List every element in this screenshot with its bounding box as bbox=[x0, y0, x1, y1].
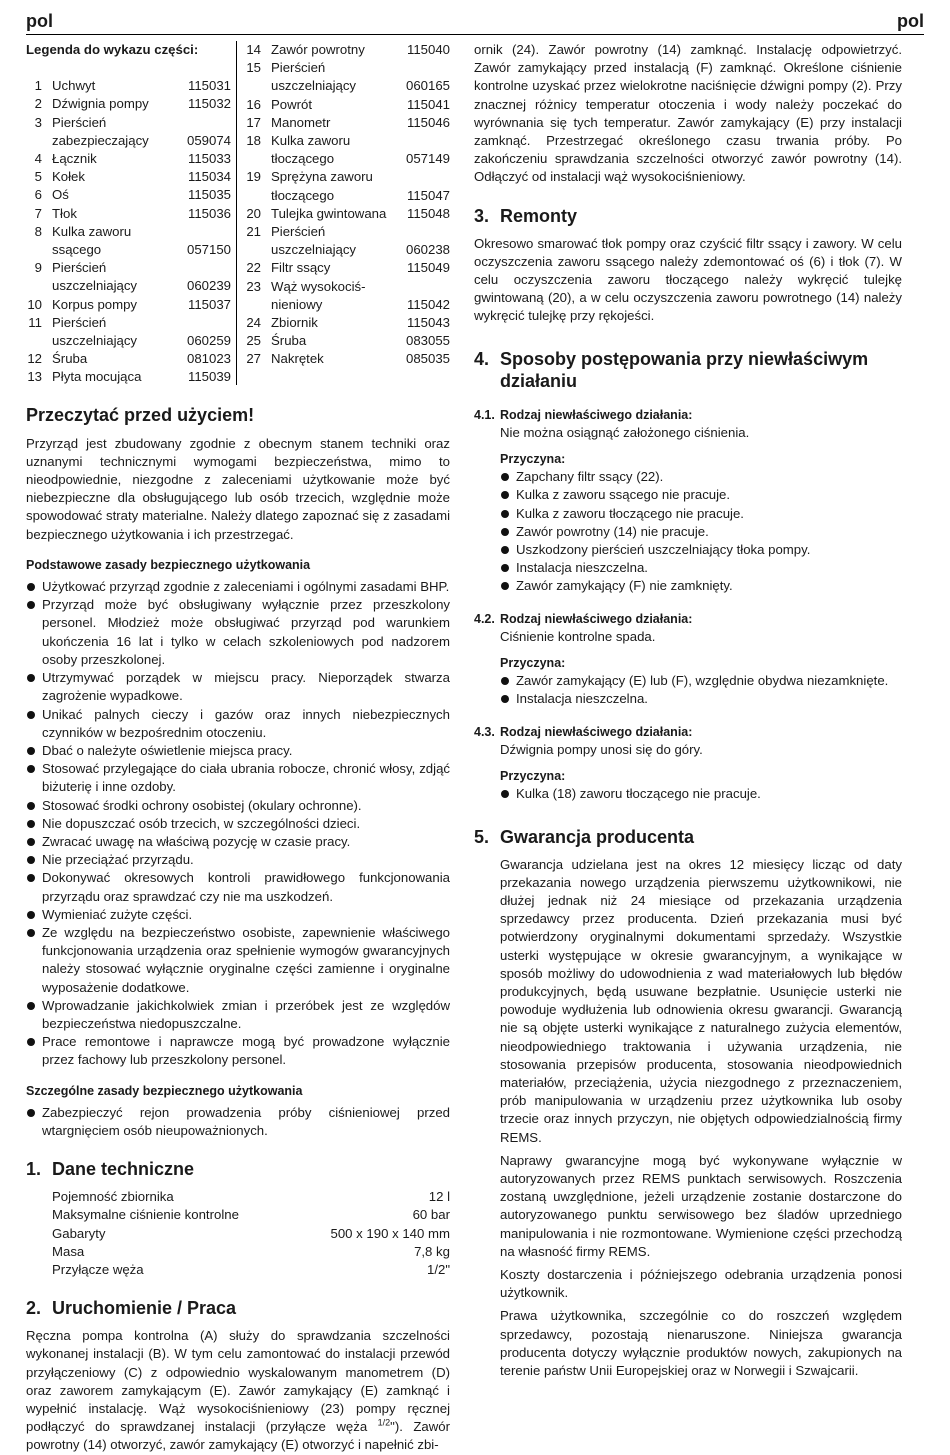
trouble-label: Rodzaj niewłaściwego działania: bbox=[500, 724, 693, 739]
left-column bbox=[26, 41, 450, 1455]
part-code: 115046 bbox=[406, 114, 450, 130]
header-lang-right: pol bbox=[897, 10, 924, 31]
basic-rule-item: Nie dopuszczać osób trzecich, w szczególności dzieci. bbox=[26, 815, 450, 833]
part-row bbox=[245, 278, 450, 314]
part-row bbox=[245, 59, 450, 95]
part-number: 14 bbox=[246, 42, 261, 57]
trouble-item bbox=[474, 610, 902, 709]
part-row bbox=[26, 296, 231, 314]
cause-item: Zawór zamykający (E) lub (F), względnie obydwa niezamknięte. bbox=[500, 672, 902, 690]
read-first-title: Przeczytać przed użyciem! bbox=[26, 404, 255, 425]
warranty-paragraph: Koszty dostarczenia i późniejszego odebrania urządzenia ponosi użytkownik. bbox=[500, 1266, 902, 1301]
part-number: 20 bbox=[246, 205, 261, 221]
legend-title: Legenda do wykazu części: bbox=[26, 42, 199, 57]
part-name: Dźwignia pompy bbox=[52, 96, 149, 112]
part-number: 4 bbox=[34, 151, 42, 167]
section-1-heading: 1. Dane techniczne bbox=[26, 1159, 195, 1180]
part-code: 083055 bbox=[405, 333, 450, 349]
part-number: 16 bbox=[246, 96, 261, 112]
part-number: 2 bbox=[34, 96, 42, 112]
trouble-item bbox=[474, 723, 902, 804]
section-2-heading: 2. Uruchomienie / Praca bbox=[26, 1298, 237, 1319]
trouble-heading bbox=[474, 610, 902, 628]
trouble-problem: Nie można osiągnąć założonego ciśnienia. bbox=[500, 424, 750, 440]
part-code: 115041 bbox=[406, 96, 450, 112]
part-name: Pierścień zabezpieczający bbox=[52, 114, 149, 148]
part-code: 115039 bbox=[187, 369, 231, 385]
read-first-intro: Przyrząd jest zbudowany zgodnie z obecnym stanem techniki oraz uznanymi technicznymi wymogami bezpieczeństwa, mimo to nieodpowiednie, niezgodne z zaleceniami użytkowanie może być niebezpieczne dla obsługującego lub osób trzecich, względnie może spowodować straty materialne. Należy dlatego zapoznać się z zasadami bezpiecznego użytkowania i ich przestrzegać. bbox=[26, 435, 450, 542]
cause-item: Kulka (18) zaworu tłoczącego nie pracuje. bbox=[500, 785, 902, 803]
part-row bbox=[245, 332, 450, 350]
part-number: 7 bbox=[34, 205, 42, 221]
trouble-heading bbox=[474, 723, 902, 741]
part-row bbox=[245, 350, 450, 368]
part-code: 060238 bbox=[405, 242, 450, 258]
basic-rule-item: Stosować przylegające do ciała ubrania robocze, chronić włosy, zdjąć biżuterię i inne ozdoby. bbox=[26, 760, 450, 796]
cause-item: Uszkodzony pierścień uszczelniający tłoka pompy. bbox=[500, 541, 902, 559]
basic-rule-item: Dbać o należyte oświetlenie miejsca pracy. bbox=[26, 742, 450, 760]
tech-row bbox=[52, 1206, 450, 1224]
part-code: 115033 bbox=[187, 151, 231, 167]
part-code: 057149 bbox=[405, 151, 450, 167]
part-code: 115032 bbox=[187, 96, 231, 112]
tech-row bbox=[52, 1225, 450, 1243]
part-row bbox=[26, 350, 231, 368]
part-row bbox=[245, 259, 450, 277]
tech-value: 7,8 kg bbox=[414, 1243, 450, 1259]
part-row bbox=[245, 114, 450, 132]
part-code: 115036 bbox=[187, 205, 231, 221]
cause-item: Instalacja nieszczelna. bbox=[500, 690, 902, 708]
basic-rule-item: Unikać palnych cieczy i gazów oraz innych niebezpiecznych czynników w bezpośrednim otoczeniu. bbox=[26, 706, 450, 742]
part-name: Tłok bbox=[52, 205, 77, 221]
part-row bbox=[245, 132, 450, 168]
trouble-number: 4.1. bbox=[474, 407, 495, 422]
cause-list bbox=[500, 785, 902, 803]
section-2-text-part-b: ornik (24). Zawór powrotny (14) zamknąć. Instalację odpowietrzyć. Zawór zamykający przed instalacją (F) zamknąć. Określone ciśnienie kontrolne uzyskać przez wielokrotne naciśnięcie dźwigni pompy (2). Przy znacznej różnicy temperatur otoczenia i wody należy poczekać do wyrównania się tych temperatur. Zawór zamykający (E) przy instalacji zamknąć. Przestrzegać określonego czasu trwania próby. Po zakończeniu sprawdzania szczelności otworzyć zawór powrotny (14). Odłączyć od instalacji wąż wysokociśnieniowy. bbox=[474, 42, 902, 185]
part-number: 9 bbox=[34, 260, 42, 276]
part-code: 115047 bbox=[406, 187, 450, 203]
part-name: Filtr ssący bbox=[271, 260, 331, 276]
part-number: 18 bbox=[246, 133, 261, 149]
cause-item: Zawór powrotny (14) nie pracuje. bbox=[500, 523, 902, 541]
section-3-text: Okresowo smarować tłok pompy oraz czyścić filtr ssący i zawory. W celu oczyszczenia zaworu ssącego należy zdemontować oś (6) i tłok (7). W celu oczyszczenia zaworu tłoczącego należy wykręcić tulejkę gwintowaną (20), a w celu oczyszczenia zaworu powrotnego (14) należy wykręcić tulejkę przy rękojeści. bbox=[474, 235, 902, 324]
tech-value: 1/2" bbox=[426, 1261, 450, 1277]
special-rules-list bbox=[26, 1104, 450, 1140]
part-name: Łącznik bbox=[52, 151, 97, 167]
part-row bbox=[245, 41, 450, 59]
part-name: Manometr bbox=[271, 114, 331, 130]
part-number: 8 bbox=[34, 223, 42, 239]
basic-rule-item: Zwracać uwagę na właściwą pozycję w czasie pracy. bbox=[26, 833, 450, 851]
part-name: Powrót bbox=[271, 96, 313, 112]
trouble-body bbox=[474, 628, 902, 709]
part-row bbox=[245, 168, 450, 204]
fraction-half: 1/2 bbox=[377, 1417, 391, 1428]
legend-divider bbox=[236, 41, 237, 385]
basic-rule-item: Wymieniać zużyte części. bbox=[26, 906, 450, 924]
part-name: Uchwyt bbox=[52, 78, 96, 94]
section-4-heading: 4. Sposoby postępowania przy niewłaściwym działaniu bbox=[474, 348, 869, 391]
header-lang-left: pol bbox=[26, 10, 53, 31]
part-code: 115048 bbox=[406, 205, 450, 221]
tech-row bbox=[52, 1243, 450, 1261]
basic-rule-item: Przyrząd może być obsługiwany wyłącznie przez przeszkolony personel. Młodzież może obsługiwać przyrząd pod warunkiem ukończenia 16 lat i tylko w celach szkoleniowych pod nadzorem osoby przeszkolonej. bbox=[26, 596, 450, 669]
cause-item: Instalacja nieszczelna. bbox=[500, 559, 902, 577]
part-name: Pierścień uszczelniający bbox=[271, 60, 357, 94]
part-number: 22 bbox=[246, 260, 261, 276]
part-row bbox=[26, 95, 231, 113]
cause-label: Przyczyna: bbox=[500, 656, 566, 671]
part-code: 060165 bbox=[405, 78, 450, 94]
part-number: 21 bbox=[246, 224, 261, 240]
tech-label: Maksymalne ciśnienie kontrolne bbox=[52, 1207, 239, 1223]
basic-rule-item: Prace remontowe i naprawcze mogą być prowadzone wyłącznie przez fachowy lub przeszkolony personel. bbox=[26, 1033, 450, 1069]
part-number: 1 bbox=[34, 78, 42, 94]
basic-rule-item: Dokonywać okresowych kontroli prawidłowego funkcjonowania przyrządu oraz sprawdzać czy nie ma uszkodzeń. bbox=[26, 869, 450, 905]
section-5-heading: 5. Gwarancja producenta bbox=[474, 826, 695, 847]
part-row bbox=[245, 223, 450, 259]
part-code: 115031 bbox=[187, 78, 231, 94]
part-code: 059074 bbox=[186, 132, 231, 148]
part-name: Zawór powrotny bbox=[271, 42, 365, 57]
basic-rule-item: Utrzymywać porządek w miejscu pracy. Nieporządek stwarza zagrożenie wypadkowe. bbox=[26, 669, 450, 705]
trouble-body bbox=[474, 424, 902, 596]
trouble-label: Rodzaj niewłaściwego działania: bbox=[500, 407, 693, 422]
part-row bbox=[26, 205, 231, 223]
part-number: 12 bbox=[27, 351, 42, 367]
part-code: 057150 bbox=[186, 242, 231, 258]
cause-label: Przyczyna: bbox=[500, 769, 566, 784]
part-code: 060239 bbox=[186, 278, 231, 294]
part-name: Kulka zaworu ssącego bbox=[52, 223, 132, 258]
part-row bbox=[245, 314, 450, 332]
section-2-continued-left: "). Zawór powrotny (14) otworzyć, zawór zamykający (E) otworzyć i napełnić zbi- bbox=[26, 1419, 451, 1453]
part-row bbox=[26, 150, 231, 168]
part-row bbox=[26, 368, 231, 386]
trouble-heading bbox=[474, 406, 902, 424]
part-name: Tulejka gwintowana bbox=[271, 205, 387, 221]
part-name: Sprężyna zaworu tłoczącego bbox=[271, 169, 373, 203]
tech-row bbox=[52, 1188, 450, 1206]
part-number: 23 bbox=[246, 278, 261, 294]
part-number: 6 bbox=[34, 187, 42, 203]
basic-rule-item: Ze względu na bezpieczeństwo osobiste, zapewnienie właściwego funkcjonowania urządzenia oraz spełnienie wymogów gwarancyjnych należy stosować wyłącznie oryginalne części zamienne i oryginalne wyposażenie dodatkowe. bbox=[26, 924, 450, 997]
part-code: 081023 bbox=[186, 351, 231, 367]
part-name: Pierścień uszczelniający bbox=[52, 314, 138, 349]
tech-label: Masa bbox=[52, 1243, 85, 1259]
right-column bbox=[474, 41, 902, 1385]
cause-item: Zapchany filtr ssący (22). bbox=[500, 468, 902, 486]
part-code: 115040 bbox=[406, 42, 450, 57]
tech-value: 12 l bbox=[428, 1189, 450, 1205]
part-name: Zbiornik bbox=[271, 315, 318, 331]
basic-rules-title: Podstawowe zasady bezpiecznego użytkowania bbox=[26, 557, 311, 572]
part-name: Wąż wysokociś-nieniowy bbox=[271, 278, 366, 312]
part-row bbox=[26, 168, 231, 186]
part-row bbox=[26, 114, 231, 150]
trouble-label: Rodzaj niewłaściwego działania: bbox=[500, 611, 693, 626]
part-name: Korpus pompy bbox=[52, 296, 138, 312]
part-number: 17 bbox=[246, 114, 261, 130]
cause-label: Przyczyna: bbox=[500, 452, 566, 467]
part-name: Kołek bbox=[52, 169, 85, 185]
basic-rule-item: Użytkować przyrząd zgodnie z zaleceniami i ogólnymi zasadami BHP. bbox=[26, 578, 450, 596]
tech-label: Pojemność zbiornika bbox=[52, 1189, 174, 1205]
warranty-paragraph: Gwarancja udzielana jest na okres 12 miesięcy licząc od daty przekazania nowego urządzenia pierwszemu użytkownikowi, nie dłużej jednak niż 24 miesiące od przekazania urządzenia sprzedawcy przez producenta. Dzień przekazania musi być potwierdzony oryginalnymi dokumentami sprzedaży. Wszystkie usterki występujące w okresie gwarancyjnym, a wynikające w sposób możliwy do udowodnienia z wad materiałowych lub błędów produkcyjnych, będą usuwane bezpłatnie. Usunięcie usterki nie powoduje wydłużenia lub odnowienia okresu gwarancji. Gwarancją nie są objęte usterki wynikające z naturalnego zużycia elementów, nieodpowiedniego traktowania i używania urządzenia, nie stosowania przepisów producenta, stosowania nieodpowiednich materiałów, przeciążenia, użycia niezgodnego z przeznaczeniem, prób manipulowania w urządzeniu przez użytkownika lub osoby trzecie oraz innych przyczyn, nie objętych odpowiedzialnością firmy REMS. bbox=[500, 856, 902, 1145]
part-code: 115043 bbox=[406, 315, 450, 331]
tech-data-table bbox=[26, 1188, 450, 1279]
part-row bbox=[245, 96, 450, 114]
section-2-text-part-a: Ręczna pompa kontrolna (A) służy do sprawdzania szczelności wykonanej instalacji (B). W tym celu zamontować do instalacji przewód przyłączeniowy (C) z odpowiednio wyskalowanym manometrem (D) oraz zaworem zamykającym (E). Zawór zamykający (E) zamknąć i wypełnić instalację. Wąż wysokociśnieniowy (23) pompy ręcznej podłączyć do sprawdzanej instalacji (przyłącze węża $^{1/2}$"). Zawór powrotny (14) otworzyć, zawór zamykający (E) otworzyć i napełnić zbi- bbox=[26, 1328, 451, 1453]
part-number: 15 bbox=[246, 60, 261, 76]
part-number: 3 bbox=[34, 114, 42, 130]
part-code: 060259 bbox=[186, 333, 231, 349]
tech-label: Gabaryty bbox=[52, 1225, 106, 1241]
trouble-body bbox=[474, 741, 902, 804]
page-header bbox=[26, 8, 924, 35]
part-name: Oś bbox=[52, 187, 69, 203]
trouble-problem: Dźwignia pompy unosi się do góry. bbox=[500, 741, 703, 757]
part-code: 115037 bbox=[187, 296, 231, 312]
cause-item: Kulka z zaworu ssącego nie pracuje. bbox=[500, 486, 902, 504]
troubleshooting-list bbox=[474, 406, 902, 804]
part-number: 19 bbox=[246, 169, 261, 185]
warranty-text bbox=[474, 856, 902, 1381]
part-row bbox=[26, 223, 231, 259]
basic-rule-item: Wprowadzanie jakichkolwiek zmian i przeróbek jest ze względów bezpieczeństwa niedopuszczalne. bbox=[26, 997, 450, 1033]
part-number: 11 bbox=[28, 314, 42, 330]
tech-value: 500 x 190 x 140 mm bbox=[330, 1225, 450, 1241]
part-number: 5 bbox=[34, 169, 42, 185]
cause-item: Zawór zamykający (F) nie zamknięty. bbox=[500, 577, 902, 595]
tech-value: 60 bar bbox=[412, 1207, 450, 1223]
part-code: 115049 bbox=[406, 260, 450, 276]
part-name: Pierścień uszczelniający bbox=[52, 260, 138, 294]
part-row bbox=[245, 205, 450, 223]
basic-rules-list bbox=[26, 578, 450, 1069]
trouble-item bbox=[474, 406, 902, 596]
trouble-problem: Ciśnienie kontrolne spada. bbox=[500, 628, 656, 644]
part-name: Płyta mocująca bbox=[52, 369, 142, 385]
warranty-paragraph: Naprawy gwarancyjne mogą być wykonywane wyłącznie w autoryzowanych przez REMS punktach serwisowych. Roszczenia zostaną uwzględnione, jeżeli urządzenie zostanie dostarczone do autoryzowanego punktu serwisowego bez śladów uprzedniego manipulowania i nie rozmontowane. Wymienione części przechodzą na własność firmy REMS. bbox=[500, 1152, 902, 1259]
cause-item: Kulka z zaworu tłoczącego nie pracuje. bbox=[500, 505, 902, 523]
tech-label: Przyłącze węża bbox=[52, 1261, 144, 1277]
part-number: 25 bbox=[246, 333, 261, 349]
special-rules-title: Szczególne zasady bezpiecznego użytkowania bbox=[26, 1083, 303, 1098]
cause-list bbox=[500, 672, 902, 708]
part-name: Pierścień uszczelniający bbox=[271, 224, 357, 258]
trouble-number: 4.3. bbox=[474, 724, 495, 739]
part-number: 10 bbox=[27, 296, 42, 312]
section-3-heading: 3. Remonty bbox=[474, 205, 578, 226]
part-number: 27 bbox=[246, 351, 261, 367]
basic-rule-item: Nie przeciążać przyrządu. bbox=[26, 851, 450, 869]
cause-list bbox=[500, 468, 902, 595]
part-row bbox=[26, 259, 231, 295]
part-code: 115035 bbox=[187, 187, 231, 203]
part-code: 085035 bbox=[405, 351, 450, 367]
part-name: Śruba bbox=[52, 351, 88, 367]
part-name: Nakrętek bbox=[271, 351, 324, 367]
part-code: 115042 bbox=[406, 296, 450, 312]
basic-rule-item: Stosować środki ochrony osobistej (okulary ochronne). bbox=[26, 797, 450, 815]
warranty-paragraph: Prawa użytkownika, szczególnie co do roszczeń względem sprzedawcy, pozostają nienaruszone. Niniejsza gwarancja producenta dotyczy wyłącznie produktów nowych, zakupionych na terenie państw Unii Europejskiej oraz w Norwegii i Szwajcarii. bbox=[500, 1308, 902, 1378]
part-row bbox=[26, 314, 231, 350]
part-name: Kulka zaworu tłoczącego bbox=[271, 133, 351, 167]
part-number: 24 bbox=[246, 315, 261, 331]
part-row bbox=[26, 77, 231, 95]
part-number: 13 bbox=[27, 369, 42, 385]
part-code: 115034 bbox=[187, 169, 231, 185]
trouble-number: 4.2. bbox=[474, 611, 495, 626]
part-row bbox=[26, 186, 231, 204]
tech-row bbox=[52, 1261, 450, 1279]
parts-legend bbox=[26, 41, 450, 387]
part-name: Śruba bbox=[271, 333, 307, 349]
special-rule-item: Zabezpieczyć rejon prowadzenia próby ciśnieniowej przed wtargnięciem osób nieupoważnionych. bbox=[26, 1104, 450, 1140]
